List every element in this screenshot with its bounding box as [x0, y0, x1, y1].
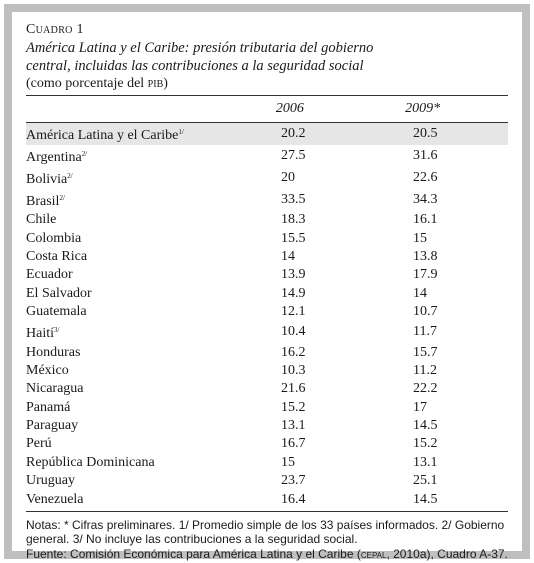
table-row — [26, 229, 508, 247]
table-subtitle — [26, 75, 508, 92]
footnote-marker: 1/ — [178, 128, 184, 136]
country-name: Paraguay — [26, 418, 79, 434]
country-name: América Latina y el Caribe — [26, 128, 179, 143]
country-cell — [26, 321, 281, 343]
value-2006-cell: 14.9 — [281, 285, 306, 301]
value-2006-cell: 27.5 — [281, 148, 306, 163]
value-2009-cell: 15.2 — [413, 436, 438, 452]
column-header-row — [26, 96, 508, 122]
value-2009-cell: 17 — [413, 399, 427, 415]
country-cell — [26, 167, 281, 189]
value-2009-cell: 14.5 — [413, 491, 438, 507]
value-2009-cell: 34.3 — [413, 192, 438, 207]
country-cell — [26, 266, 281, 284]
country-name: Panamá — [26, 399, 71, 415]
value-2009-cell: 10.7 — [413, 304, 438, 320]
country-cell — [26, 211, 281, 229]
value-2006-cell: 12.1 — [281, 304, 306, 320]
country-cell — [26, 285, 281, 303]
value-2006-cell: 15.2 — [281, 399, 306, 415]
value-2009-cell: 11.2 — [413, 362, 437, 378]
country-name: Guatemala — [26, 304, 87, 320]
table-row — [26, 472, 508, 490]
value-2009-cell: 14 — [413, 285, 427, 301]
table-row — [26, 380, 508, 398]
country-cell — [26, 435, 281, 453]
value-2006-cell: 15.5 — [281, 230, 306, 246]
table-row — [26, 399, 508, 417]
footnote-marker: 2/ — [81, 150, 88, 158]
country-cell — [26, 189, 281, 211]
table-frame — [4, 4, 530, 559]
subtitle-pre: (como porcentaje del — [26, 76, 148, 91]
value-2006-cell: 16.4 — [281, 491, 306, 507]
country-name: Haití — [26, 326, 54, 342]
country-name: Brasil — [26, 194, 60, 209]
table-row — [26, 454, 508, 472]
value-2006-cell: 10.3 — [281, 362, 306, 378]
value-2006-cell: 21.6 — [281, 381, 306, 397]
value-2009-cell: 17.9 — [413, 267, 438, 283]
value-2009-cell: 22.6 — [413, 170, 438, 185]
country-name: Uruguay — [26, 473, 75, 489]
country-cell — [26, 454, 281, 472]
value-2009-cell: 14.5 — [413, 418, 438, 434]
footnote-marker: 2/ — [59, 194, 65, 202]
source-pre: Fuente: Comisión Económica para América Latina y el Caribe ( — [26, 546, 361, 561]
country-cell — [26, 399, 281, 417]
table-title-line2: central, incluidas las contribuciones a la seguridad social — [26, 58, 364, 74]
column-header-2006: 2006 — [275, 101, 304, 116]
bottom-rule — [26, 511, 508, 512]
value-2006-cell: 13.1 — [281, 418, 306, 434]
country-name: Perú — [26, 436, 52, 452]
table-notes — [26, 518, 508, 562]
table-row — [26, 266, 508, 284]
value-2009-cell: 20.5 — [413, 123, 508, 145]
country-cell — [26, 303, 281, 321]
value-2006-cell: 20.2 — [281, 123, 413, 145]
country-cell — [26, 123, 281, 145]
table-row — [26, 167, 508, 189]
table-row — [26, 145, 508, 167]
table-row — [26, 362, 508, 380]
value-2006-cell: 15 — [281, 454, 295, 470]
source-abbr: cepal — [360, 546, 387, 561]
country-cell — [26, 417, 281, 435]
footnote-marker: 2/ — [67, 172, 73, 180]
table-row — [26, 189, 508, 211]
value-2006-cell: 23.7 — [281, 473, 306, 489]
value-2009-cell: 31.6 — [413, 148, 438, 163]
country-name: Bolivia — [26, 172, 68, 187]
table-row — [26, 211, 508, 229]
value-2006-cell: 10.4 — [281, 324, 306, 340]
table-card — [12, 12, 522, 561]
table-row — [26, 490, 508, 508]
value-2009-cell: 16.1 — [413, 212, 438, 228]
table-row — [26, 321, 508, 343]
country-name: Venezuela — [26, 491, 84, 507]
table-label: Cuadro 1 — [26, 22, 84, 37]
value-2006-cell: 14 — [281, 248, 295, 264]
table-body — [26, 123, 508, 509]
value-2006-cell: 18.3 — [281, 212, 306, 228]
country-cell — [26, 343, 281, 361]
table-title-line1: América Latina y el Caribe: presión tributaria del gobierno — [26, 40, 374, 56]
source-post: , 2010a), Cuadro A-37. — [386, 546, 508, 561]
country-cell — [26, 145, 281, 167]
country-name: Argentina — [26, 150, 82, 165]
table-row — [26, 343, 508, 361]
column-header-2009: 2009* — [405, 101, 441, 116]
value-2006-cell: 16.7 — [281, 436, 306, 452]
table-row — [26, 248, 508, 266]
value-2009-cell: 15.7 — [413, 344, 438, 360]
country-name: Chile — [26, 212, 57, 228]
country-name: El Salvador — [26, 285, 92, 301]
country-name: Costa Rica — [26, 248, 88, 264]
country-name: República Dominicana — [26, 454, 155, 470]
table-row — [26, 303, 508, 321]
country-cell — [26, 380, 281, 398]
subtitle-abbr: pib — [147, 76, 164, 91]
table-row — [26, 123, 508, 145]
value-2009-cell: 13.1 — [413, 454, 438, 470]
value-2009-cell: 15 — [413, 230, 427, 246]
value-2006-cell: 20 — [281, 170, 295, 185]
table-row — [26, 285, 508, 303]
data-table — [26, 123, 508, 509]
notes-line1: Notas: * Cifras preliminares. 1/ Promedio simple de los 33 países informados. 2/ Gobierno — [26, 517, 505, 532]
country-name: México — [26, 362, 69, 378]
country-cell — [26, 490, 281, 508]
country-name: Colombia — [26, 230, 82, 246]
country-cell — [26, 472, 281, 490]
country-cell — [26, 229, 281, 247]
country-cell — [26, 362, 281, 380]
value-2006-cell: 13.9 — [281, 267, 306, 283]
value-2009-cell: 13.8 — [413, 248, 438, 264]
country-cell — [26, 248, 281, 266]
footnote-marker: 3/ — [54, 326, 60, 335]
country-name: Ecuador — [26, 267, 73, 283]
table-row — [26, 417, 508, 435]
notes-line2: general. 3/ No incluye las contribuciones a la seguridad social. — [26, 532, 358, 547]
country-name: Nicaragua — [26, 381, 84, 397]
country-name: Honduras — [26, 344, 81, 360]
value-2006-cell: 33.5 — [281, 192, 306, 207]
value-2009-cell: 11.7 — [413, 324, 437, 340]
value-2009-cell: 22.2 — [413, 381, 438, 397]
subtitle-post: ) — [163, 76, 168, 91]
source-line — [26, 547, 508, 562]
table-row — [26, 435, 508, 453]
value-2009-cell: 25.1 — [413, 473, 438, 489]
value-2006-cell: 16.2 — [281, 344, 306, 360]
